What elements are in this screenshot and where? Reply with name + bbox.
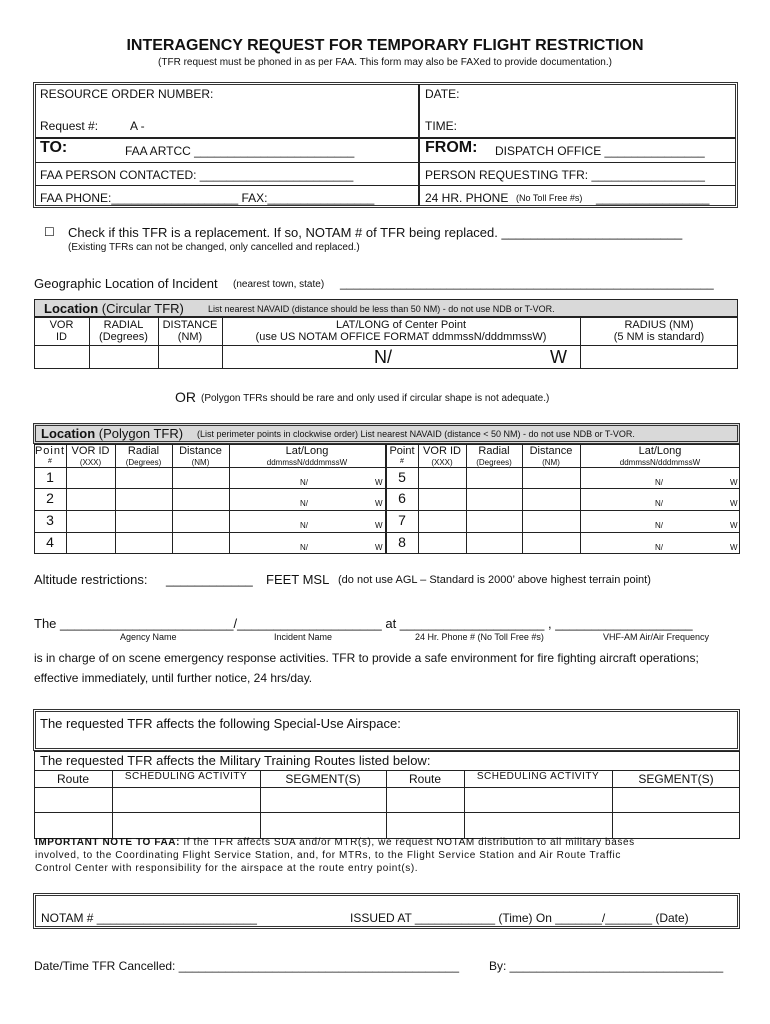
long-w-mark: W	[730, 478, 738, 487]
mtr-col-sched-r: SCHEDULING ACTIVITY	[476, 771, 600, 782]
circular-col-distance-sub: (NM)	[177, 331, 203, 343]
poly-col-distance-sub: (NM)	[191, 458, 210, 467]
cancelled-field[interactable]: Date/Time TFR Cancelled: __________________________________________	[34, 959, 460, 973]
circular-col-radius: RADIUS (NM)	[624, 319, 694, 331]
lat-n-mark: N/	[655, 543, 663, 552]
date-label: DATE:	[425, 87, 460, 101]
circular-col-radial: RADIAL	[103, 319, 144, 331]
lat-n-mark: N/	[655, 478, 663, 487]
poly-col-point-r: Point	[389, 445, 415, 457]
no-toll-free-note: (No Toll Free #s)	[516, 193, 583, 203]
lat-n-mark: N/	[655, 499, 663, 508]
responsibility-statement[interactable]: The ________________________/____________________ at ____________________ , ___________________	[34, 616, 693, 631]
circular-col-distance: DISTANCE	[162, 319, 218, 331]
point-number: 2	[46, 490, 54, 506]
altitude-label: Altitude restrictions:	[34, 572, 148, 587]
circular-title: Location (Circular TFR)	[44, 301, 184, 316]
person-requesting-field[interactable]: PERSON REQUESTING TFR: _________________	[425, 168, 705, 182]
issued-at-field[interactable]: ISSUED AT ____________ (Time) On _______/_______ (Date)	[350, 911, 689, 925]
feet-msl-label: FEET MSL	[266, 572, 330, 587]
poly-col-latlong-sub: ddmmssN/dddmmssW	[266, 458, 348, 467]
faa-note-line-2: involved, to the Coordinating Flight Service Station, and, for MTRs, to the Flight Service Station and Air Route Traffic	[35, 850, 621, 861]
circular-col-latlong: LAT/LONG of Center Point	[335, 319, 467, 331]
polygon-title-note: (List perimeter points in clockwise order) List nearest NAVAID (distance < 50 NM) - do not use NDB or T-VOR.	[197, 429, 635, 439]
circular-n-mark: N/	[374, 347, 392, 367]
faa-artcc-field[interactable]: FAA ARTCC ________________________	[125, 144, 355, 158]
long-w-mark: W	[375, 521, 383, 530]
circular-w-mark: W	[550, 347, 567, 367]
hr24-phone-field[interactable]: _________________	[596, 191, 710, 205]
point-number: 6	[398, 490, 406, 506]
checkbox-icon[interactable]: ☐	[44, 225, 55, 239]
or-note: (Polygon TFRs should be rare and only used if circular shape is not adequate.)	[201, 393, 550, 404]
poly-col-radial-sub: (Degrees)	[125, 458, 162, 467]
replacement-note: (Existing TFRs can not be changed, only cancelled and replaced.)	[68, 242, 360, 253]
top-box-rule-3	[35, 185, 736, 186]
lat-n-mark: N/	[300, 521, 308, 530]
statement-line-1: is in charge of on scene emergency response activities. TFR to provide a safe environment for fire fighting aircraft operations;	[34, 651, 699, 665]
circular-row-line	[34, 345, 738, 346]
faa-phone-fax-field[interactable]: FAA PHONE:___________________ FAX:________________	[40, 191, 375, 205]
time-label: TIME:	[425, 119, 457, 133]
circular-col-latlong-sub: (use US NOTAM OFFICE FORMAT ddmmssN/dddmmssW)	[255, 331, 547, 343]
mtr-col-route: Route	[56, 772, 90, 786]
long-w-mark: W	[730, 521, 738, 530]
poly-col-point-sub: #	[48, 458, 52, 465]
point-number: 1	[46, 469, 54, 485]
point-number: 4	[46, 534, 54, 550]
point-number: 3	[46, 512, 54, 528]
lat-n-mark: N/	[300, 478, 308, 487]
top-box-rule-2	[35, 162, 736, 163]
long-w-mark: W	[375, 499, 383, 508]
long-w-mark: W	[375, 478, 383, 487]
mtr-col-route-r: Route	[408, 772, 442, 786]
notam-field[interactable]: NOTAM # ________________________	[41, 911, 257, 925]
polygon-row-line	[34, 467, 740, 468]
lat-n-mark: N/	[300, 499, 308, 508]
circular-col-radial-sub: (Degrees)	[99, 331, 148, 343]
poly-col-latlong: Lat/Long	[285, 445, 329, 457]
mtr-row-line	[34, 787, 740, 788]
poly-col-radial-r: Radial	[478, 445, 510, 457]
circular-col-vor-sub: ID	[56, 331, 67, 343]
page-title: INTERAGENCY REQUEST FOR TEMPORARY FLIGHT RESTRICTION	[126, 37, 644, 54]
poly-col-vor: VOR ID	[71, 445, 110, 457]
lat-n-mark: N/	[655, 521, 663, 530]
dispatch-office-field[interactable]: DISPATCH OFFICE _______________	[495, 144, 705, 158]
statement-line-2: effective immediately, until further notice, 24 hrs/day.	[34, 671, 313, 685]
altitude-note: (do not use AGL – Standard is 2000’ above highest terrain point)	[338, 574, 651, 586]
poly-col-distance: Distance	[179, 445, 222, 457]
faa-note-line-1: IMPORTANT NOTE TO FAA: If the TFR affects SUA and/or MTR(s), we request NOTAM distribution to all military bases	[35, 837, 635, 848]
poly-col-vor-sub: (XXX)	[79, 458, 102, 467]
polygon-row-line	[34, 532, 740, 533]
circular-title-note: List nearest NAVAID (distance should be less than 50 NM) - do not use NDB or T-VOR.	[208, 304, 555, 314]
long-w-mark: W	[730, 543, 738, 552]
resource-order-label: RESOURCE ORDER NUMBER:	[40, 87, 214, 101]
phone-caption: 24 Hr. Phone # (No Toll Free #s)	[415, 632, 544, 642]
circular-col-radius-sub: (5 NM is standard)	[613, 331, 705, 343]
request-number-value[interactable]: A -	[130, 119, 145, 133]
frequency-caption: VHF-AM Air/Air Frequency	[603, 632, 710, 642]
polygon-row-line	[34, 488, 740, 489]
point-number: 8	[398, 534, 406, 550]
circular-col-vor: VOR	[49, 319, 74, 331]
long-w-mark: W	[375, 543, 383, 552]
mtr-col-segment-r: SEGMENT(S)	[638, 772, 714, 786]
poly-col-point-sub-r: #	[400, 458, 404, 465]
top-box-rule-1	[35, 137, 736, 139]
poly-col-radial: Radial	[127, 445, 160, 457]
poly-col-radial-sub-r: (Degrees)	[476, 458, 512, 467]
mtr-col-sched: SCHEDULING ACTIVITY	[124, 771, 248, 782]
faa-note-line-3: Control Center with responsibility for the airspace at the route entry point(s).	[35, 863, 419, 874]
replacement-text: Check if this TFR is a replacement. If so, NOTAM # of TFR being replaced. _________________________	[68, 225, 683, 240]
point-number: 5	[398, 469, 406, 485]
poly-col-latlong-sub-r: ddmmssN/dddmmssW	[619, 458, 701, 467]
poly-col-vor-r: VOR ID	[423, 445, 461, 457]
altitude-field[interactable]: ____________	[166, 572, 253, 587]
mtr-label: The requested TFR affects the Military Training Routes listed below:	[40, 753, 431, 768]
incident-name-caption: Incident Name	[274, 632, 333, 642]
faa-person-field[interactable]: FAA PERSON CONTACTED: _______________________	[40, 168, 354, 182]
page-subtitle: (TFR request must be phoned in as per FAA. This form may also be FAXed to provide documentation.)	[158, 57, 612, 68]
or-label: OR	[175, 389, 196, 405]
cancelled-by-field[interactable]: By: ________________________________	[489, 959, 724, 973]
poly-col-point: Point	[34, 445, 66, 457]
polygon-title: Location (Polygon TFR)	[41, 426, 184, 441]
polygon-row-line	[34, 510, 740, 511]
long-w-mark: W	[730, 499, 738, 508]
poly-col-latlong-r: Lat/Long	[638, 445, 682, 457]
geo-hint: (nearest town, state)	[233, 279, 325, 290]
mtr-col-segment: SEGMENT(S)	[285, 772, 361, 786]
geo-field[interactable]: ________________________________________________________	[340, 276, 714, 290]
agency-name-caption: Agency Name	[120, 632, 177, 642]
top-box-divider	[418, 84, 420, 206]
geo-label: Geographic Location of Incident	[34, 276, 218, 291]
sua-label: The requested TFR affects the following Special-Use Airspace:	[40, 716, 401, 731]
point-number: 7	[398, 512, 406, 528]
hr24-phone-label: 24 HR. PHONE	[425, 191, 509, 205]
poly-col-distance-sub-r: (NM)	[542, 458, 560, 467]
to-label: TO:	[40, 139, 68, 156]
from-label: FROM:	[425, 139, 478, 156]
request-number-label: Request #:	[40, 119, 99, 133]
mtr-row-line	[34, 812, 740, 813]
poly-col-vor-sub-r: (XXX)	[431, 458, 453, 467]
poly-col-distance-r: Distance	[529, 445, 573, 457]
lat-n-mark: N/	[300, 543, 308, 552]
